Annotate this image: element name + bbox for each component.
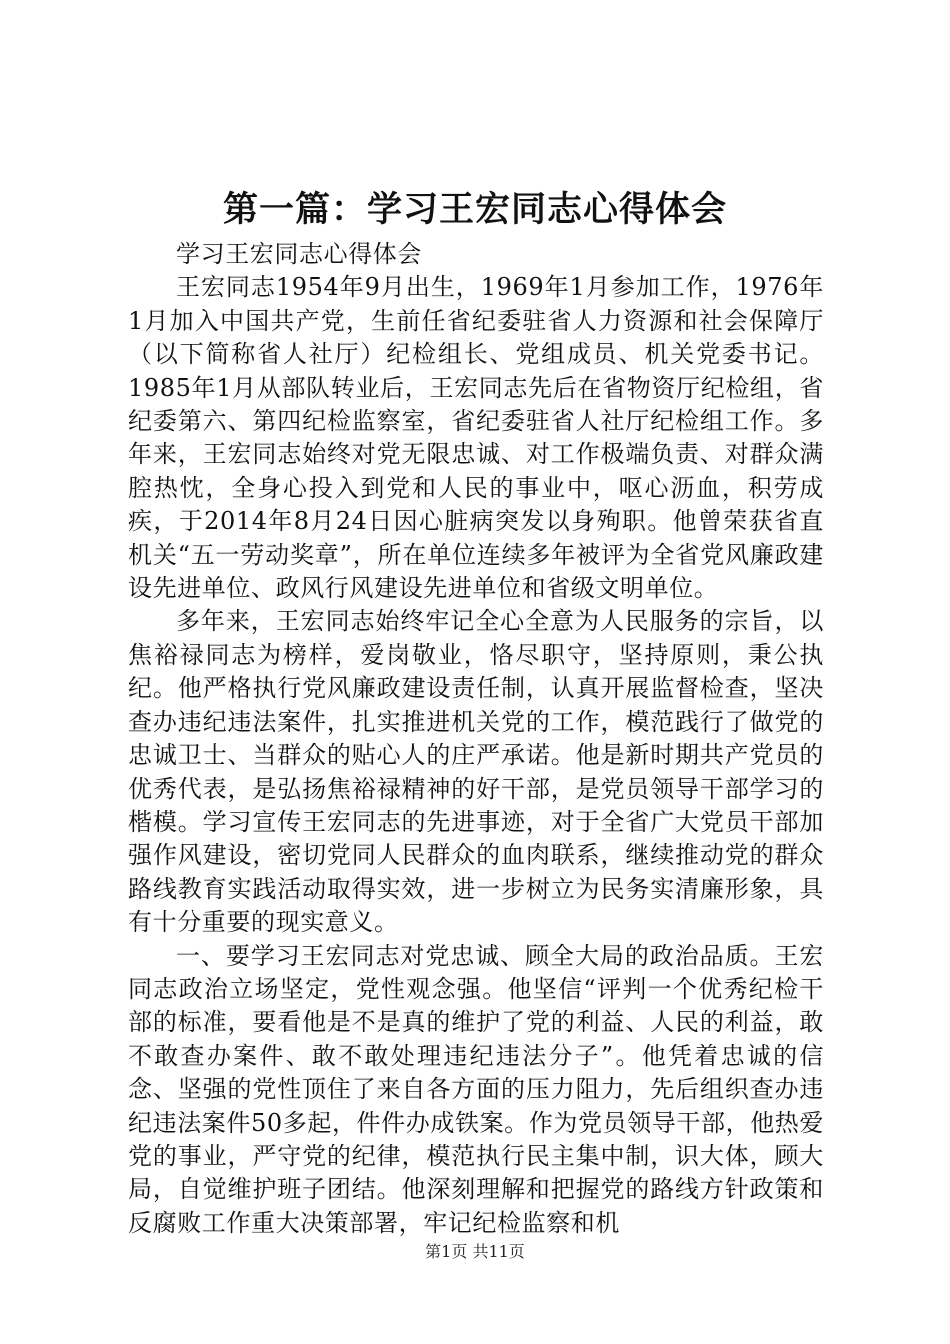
body-paragraph: 王宏同志1954年9月出生，1969年1月参加工作，1976年1月加入中国共产党，生前任省纪委驻省人力资源和社会保障厅（以下简称省人社厅）纪检组长、党组成员、机关党委书记。1985年1月从部队转业后，王宏同志先后在省物资厅纪检组，省纪委第六、第四纪检监察室，省纪委驻省人社厅纪检组工作。多年来，王宏同志始终对党无限忠诚、对工作极端负责、对群众满腔热忱，全身心投入到党和人民的事业中，呕心沥血，积劳成疾，于2014年8月24日因心脏病突发以身殉职。他曾荣获省直机关“五一劳动奖章”，所在单位连续多年被评为全省党风廉政建设先进单位、政风行风建设先进单位和省级文明单位。 [128,273,824,603]
body-paragraph: 学习王宏同志心得体会 [176,240,422,268]
document-body [128,238,824,1240]
page-footer: 第1页 共11页 [425,1242,525,1261]
document-title: 第一篇：学习王宏同志心得体会 [222,190,727,230]
body-paragraph: 一、要学习王宏同志对党忠诚、顾全大局的政治品质。王宏同志政治立场坚定，党性观念强。他坚信“评判一个优秀纪检干部的标准，要看他是不是真的维护了党的利益、人民的利益，敢不敢查办案件、敢不敢处理违纪违法分子”。他凭着忠诚的信念、坚强的党性顶住了来自各方面的压力阻力，先后组织查办违纪违法案件50多起，件件办成铁案。作为党员领导干部，他热爱党的事业，严守党的纪律，模范执行民主集中制，识大体，顾大局，自觉维护班子团结。他深刻理解和把握党的路线方针政策和反腐败工作重大决策部署，牢记纪检监察和机 [128,941,824,1237]
body-paragraph: 多年来，王宏同志始终牢记全心全意为人民服务的宗旨，以焦裕禄同志为榜样，爱岗敬业，恪尽职守，坚持原则，秉公执纪。他严格执行党风廉政建设责任制，认真开展监督检查，坚决查办违纪违法案件，扎实推进机关党的工作，模范践行了做党的忠诚卫士、当群众的贴心人的庄严承诺。他是新时期共产党员的优秀代表，是弘扬焦裕禄精神的好干部，是党员领导干部学习的楷模。学习宣传王宏同志的先进事迹，对于全省广大党员干部加强作风建设，密切党同人民群众的血肉联系，继续推动党的群众路线教育实践活动取得实效，进一步树立为民务实清廉形象，具有十分重要的现实意义。 [128,607,824,937]
